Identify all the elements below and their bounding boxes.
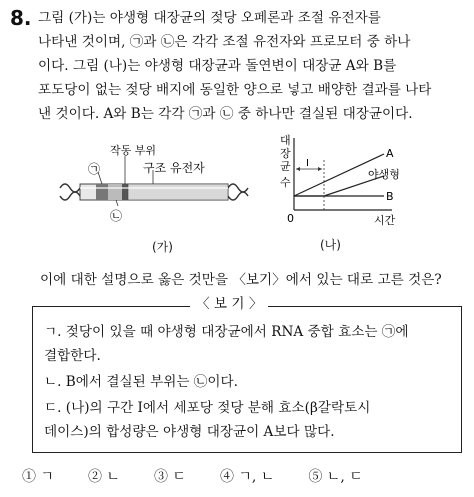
bogi-item-2: ㄴ. B에서 결실된 부위는 ㉡이다. — [44, 374, 238, 390]
y-label-4: 수 — [280, 176, 291, 189]
bogi-item-3: ㄷ. (나)의 구간 Ⅰ에서 세포당 젖당 분해 효소(β갈락토시 — [44, 400, 371, 416]
bogi-item-3-cont: 데이스)의 합성량은 야생형 대장균이 A보다 많다. — [44, 424, 335, 440]
figure-a-caption: (가) — [152, 240, 173, 254]
marker-2: ㉡ — [110, 209, 123, 223]
question-line: 나타낸 것이며, ㉠과 ㉡은 각각 조절 유전자와 프로모터 중 하나 — [38, 34, 411, 50]
choice-3[interactable]: ③ ㄷ — [153, 469, 186, 485]
y-label-3: 균 — [280, 160, 291, 173]
question-line: 그림 (가)는 야생형 대장균의 젖당 오페론과 조절 유전자를 — [38, 10, 381, 26]
gene-region-2 — [108, 184, 122, 200]
x-label: 시간 — [374, 214, 396, 227]
marker-1: ㉠ — [88, 162, 101, 176]
gene-region-1 — [96, 184, 108, 200]
answer-choices — [22, 466, 397, 486]
question-line: 낸 것이다. A와 B는 각각 ㉠과 ㉡ 중 하나만 결실된 대장균이다. — [38, 106, 413, 122]
line-wild-label: 야생형 — [368, 168, 400, 181]
choice-2[interactable]: ② ㄴ — [87, 469, 120, 485]
marker2-leader — [116, 200, 118, 206]
choice-4[interactable]: ④ ㄱ, ㄴ — [219, 469, 275, 485]
question-block — [10, 6, 466, 126]
figure-b-caption: (나) — [320, 238, 341, 252]
dna-right-wave-2 — [228, 192, 248, 200]
question-prompt: 이에 대한 설명으로 옳은 것만을 〈보기〉에서 있는 대로 고른 것은? — [40, 272, 442, 288]
choice-1[interactable]: ① ㄱ — [22, 469, 54, 485]
structural-gene-region — [128, 184, 228, 200]
question-text — [38, 6, 466, 126]
line-A-label: A — [386, 147, 394, 160]
dna-left-wave-2 — [60, 192, 80, 200]
operator-label: 작동 부위 — [110, 144, 157, 157]
bogi-title: 〈 보 기 〉 — [190, 292, 268, 312]
bogi-item-1-cont: 결합한다. — [44, 348, 101, 364]
operator-region — [122, 184, 128, 200]
question-line: 이다. 그림 (나)는 야생형 대장균과 돌연변이 대장균 A와 B를 — [38, 58, 397, 74]
y-label-2: 장 — [280, 147, 291, 160]
figure-a — [58, 144, 258, 254]
line-B-label: B — [386, 190, 394, 203]
interval-label: I — [306, 158, 309, 169]
origin-label: 0 — [287, 212, 294, 225]
choice-5[interactable]: ⑤ ㄴ, ㄷ — [308, 469, 363, 485]
dna-left-wave — [60, 184, 80, 192]
figure-b — [262, 130, 412, 256]
structural-label: 구조 유전자 — [143, 161, 205, 175]
bogi-item-1: ㄱ. 젖당이 있을 때 야생형 대장균에서 RNA 중합 효소는 ㉠에 — [44, 324, 409, 340]
dna-right-wave — [228, 184, 248, 192]
question-number: 8. — [10, 6, 32, 30]
y-label-1: 대 — [280, 134, 291, 147]
question-line: 포도당이 없는 젖당 배지에 동일한 양으로 넣고 배양한 결과를 나타 — [38, 82, 432, 98]
